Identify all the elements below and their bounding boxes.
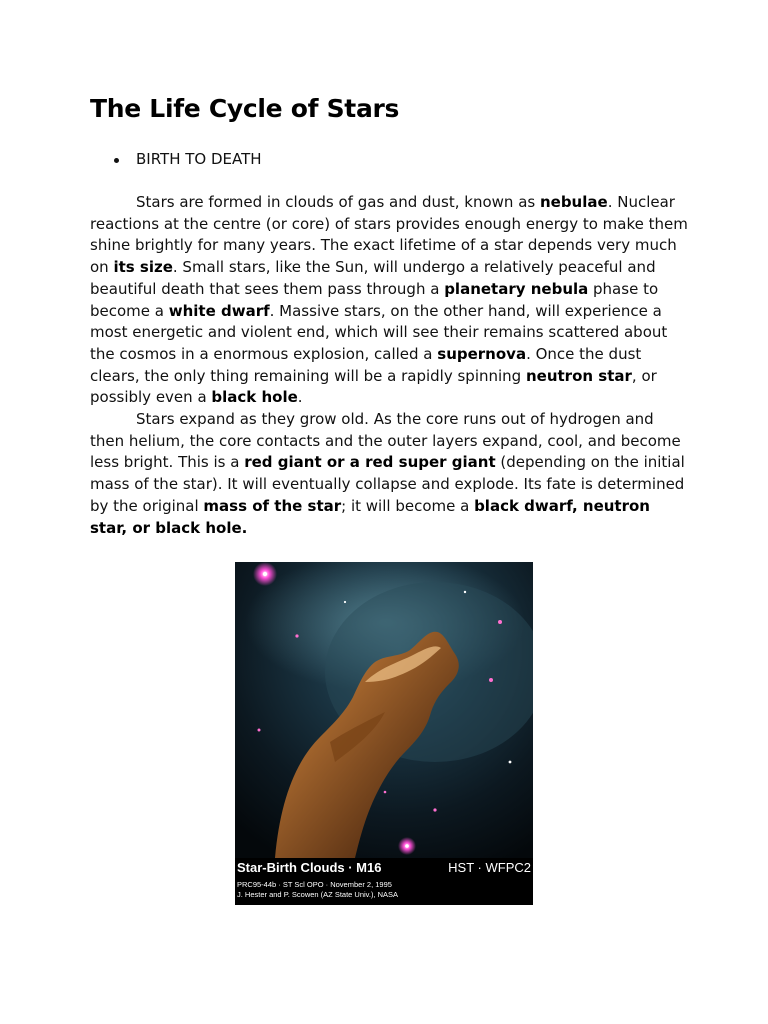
text-run: . Massive stars, on the other hand, will experience a most energetic and violent end, which will see their remains scattered about the cosmos in a enormous explosion, called a: [90, 301, 668, 363]
caption-line-2: J. Hester and P. Scowen (AZ State Univ.), NASA: [237, 890, 399, 899]
term-white-dwarf: white dwarf: [168, 301, 270, 320]
text-run: . Once the dust clears, the only thing remaining will be a rapidly spinning: [90, 344, 642, 385]
article-body: [90, 192, 690, 539]
text-run: ; it will become a: [341, 496, 475, 515]
text-run: (depending on the initial mass of the star). It will eventually collapse and explode. Its fate is determined by the original: [90, 453, 685, 515]
text-run: Stars are formed in clouds of gas and dust, known as: [136, 193, 540, 211]
term-planetary-nebula: planetary nebula: [444, 279, 589, 298]
nebula-image: [235, 562, 533, 858]
section-heading: BIRTH TO DEATH: [136, 150, 262, 168]
text-run: .: [297, 388, 303, 407]
paragraph-1: [90, 192, 690, 409]
bullet-dot-icon: [114, 158, 119, 163]
caption-title: Star-Birth Clouds · M16: [237, 860, 382, 875]
term-neutron-star: neutron star: [525, 366, 632, 385]
page-title: The Life Cycle of Stars: [90, 94, 400, 123]
term-red-giant: red giant or a red super giant: [244, 453, 496, 472]
term-black-hole: black hole: [211, 388, 298, 407]
term-supernova: supernova: [437, 344, 527, 363]
text-run: . Nuclear reactions at the centre (or core) of stars provides enough energy to make them shine brightly for many years. The exact lifetime of a star depends very much on: [90, 193, 688, 277]
text-run: phase to become a: [90, 279, 659, 320]
term-nebulae: nebulae: [539, 193, 608, 211]
text-run: . Small stars, like the Sun, will undergo a relatively peaceful and beautiful death that sees them pass through a: [90, 258, 656, 298]
nebula-photo: [235, 562, 533, 905]
text-run: , or possibly even a: [90, 366, 657, 407]
paragraph-2: [90, 409, 690, 539]
caption-line-1: PRC95-44b · ST Scl OPO · November 2, 1995: [237, 880, 392, 889]
term-final-fates: black dwarf, neutron star, or black hole.: [90, 496, 650, 537]
text-run: Stars expand as they grow old. As the core runs out of hydrogen and then helium, the core contacts and the outer layers expand, cool, and become less bright. This is a: [90, 410, 681, 472]
image-caption: [235, 858, 533, 905]
caption-instrument: HST · WFPC2: [448, 860, 531, 875]
term-mass-of-star: mass of the star: [203, 496, 342, 515]
term-its-size: its size: [113, 258, 173, 277]
